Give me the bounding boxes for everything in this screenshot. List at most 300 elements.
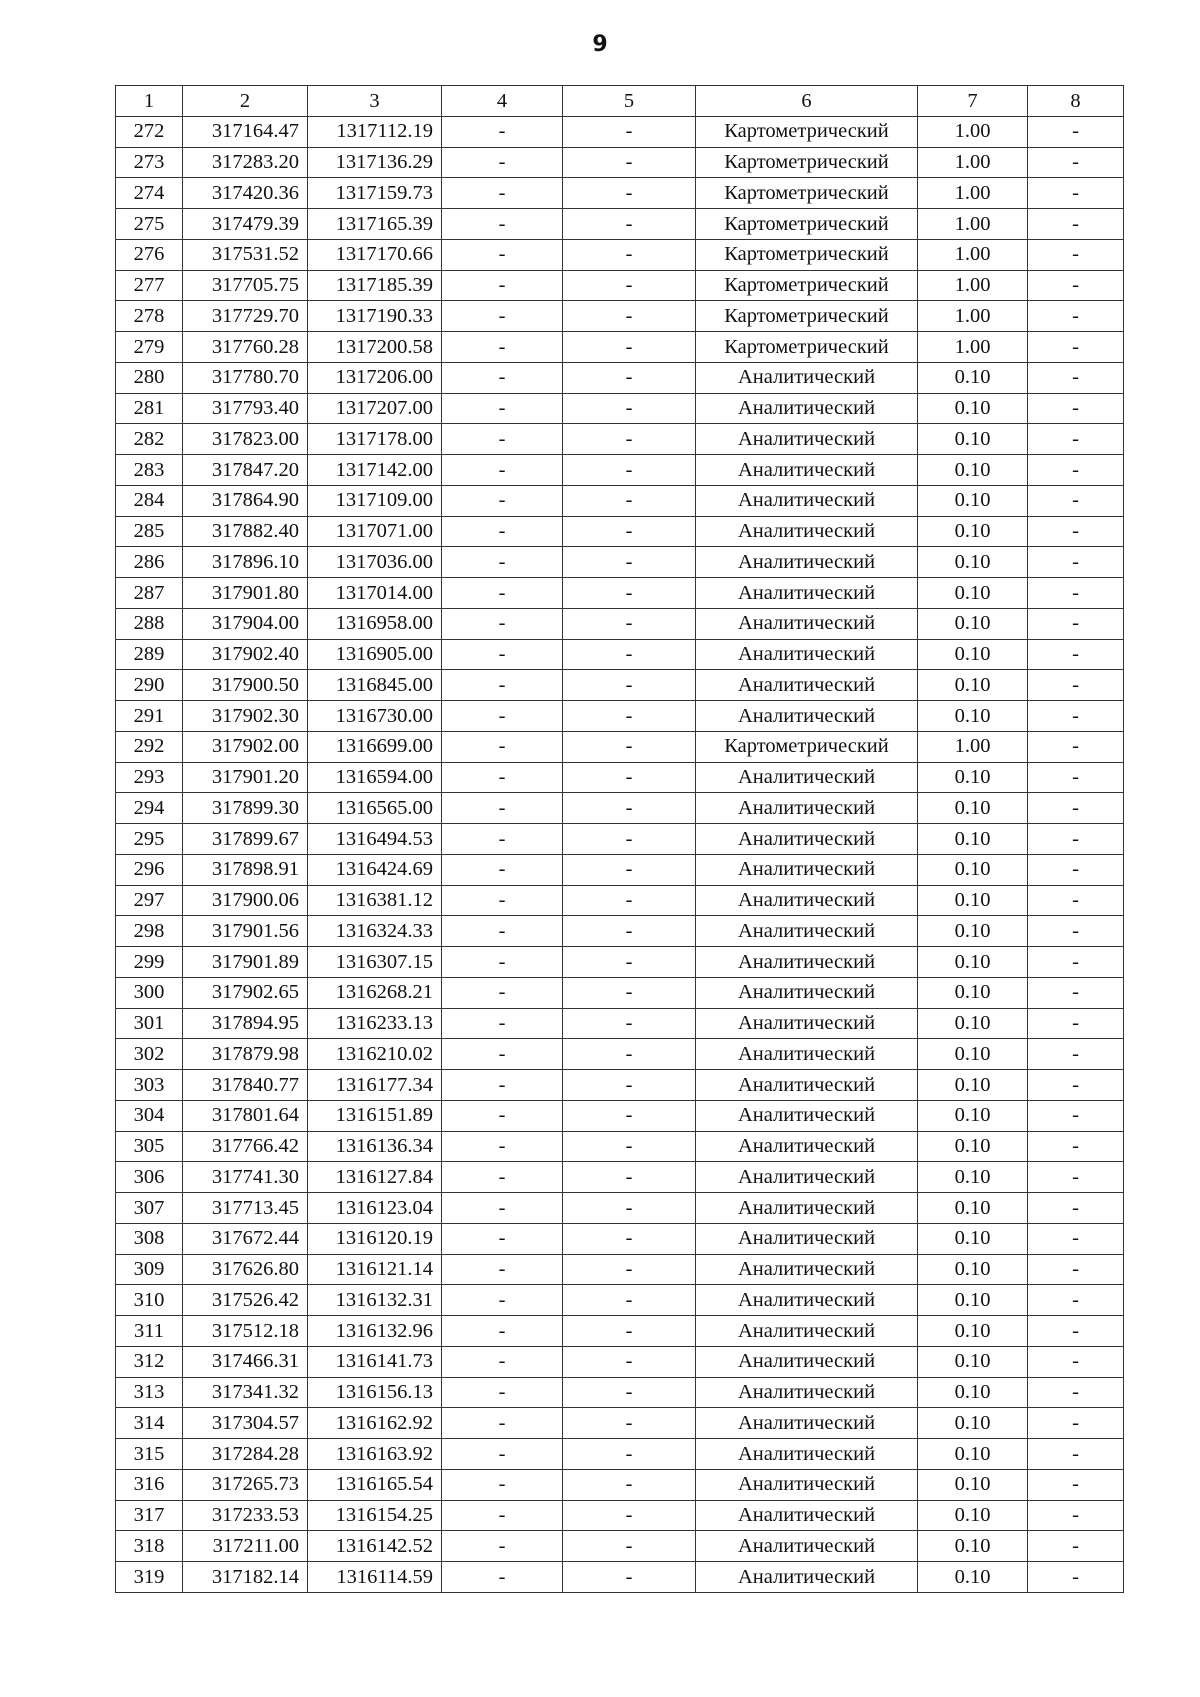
point-number-cell: 274 bbox=[116, 178, 183, 209]
col-5-cell: - bbox=[563, 1377, 696, 1408]
col-8-cell: - bbox=[1028, 1469, 1124, 1500]
col-4-cell: - bbox=[442, 1469, 563, 1500]
point-number-cell: 297 bbox=[116, 885, 183, 916]
point-number-cell: 299 bbox=[116, 947, 183, 978]
table-row bbox=[116, 455, 1124, 486]
col-8-cell: - bbox=[1028, 701, 1124, 732]
col-8-cell: - bbox=[1028, 1254, 1124, 1285]
method-cell: Аналитический bbox=[696, 1469, 918, 1500]
col-4-cell: - bbox=[442, 916, 563, 947]
method-cell: Аналитический bbox=[696, 824, 918, 855]
point-number-cell: 296 bbox=[116, 854, 183, 885]
x-coordinate-cell: 317899.67 bbox=[183, 824, 308, 855]
point-number-cell: 292 bbox=[116, 731, 183, 762]
y-coordinate-cell: 1316142.52 bbox=[308, 1531, 442, 1562]
table-body bbox=[116, 116, 1124, 1592]
x-coordinate-cell: 317531.52 bbox=[183, 239, 308, 270]
method-cell: Аналитический bbox=[696, 1531, 918, 1562]
col-8-cell: - bbox=[1028, 1439, 1124, 1470]
accuracy-cell: 0.10 bbox=[918, 578, 1028, 609]
accuracy-cell: 0.10 bbox=[918, 701, 1028, 732]
accuracy-cell: 1.00 bbox=[918, 270, 1028, 301]
method-cell: Аналитический bbox=[696, 1223, 918, 1254]
col-4-cell: - bbox=[442, 393, 563, 424]
table-row bbox=[116, 1039, 1124, 1070]
col-8-cell: - bbox=[1028, 239, 1124, 270]
x-coordinate-cell: 317899.30 bbox=[183, 793, 308, 824]
accuracy-cell: 0.10 bbox=[918, 547, 1028, 578]
table-row bbox=[116, 1500, 1124, 1531]
col-5-cell: - bbox=[563, 485, 696, 516]
point-number-cell: 276 bbox=[116, 239, 183, 270]
x-coordinate-cell: 317741.30 bbox=[183, 1162, 308, 1193]
method-cell: Аналитический bbox=[696, 455, 918, 486]
method-cell: Картометрический bbox=[696, 116, 918, 147]
col-4-cell: - bbox=[442, 332, 563, 363]
point-number-cell: 318 bbox=[116, 1531, 183, 1562]
col-4-cell: - bbox=[442, 485, 563, 516]
y-coordinate-cell: 1316132.31 bbox=[308, 1285, 442, 1316]
method-cell: Картометрический bbox=[696, 332, 918, 363]
col-5-cell: - bbox=[563, 1223, 696, 1254]
point-number-cell: 312 bbox=[116, 1346, 183, 1377]
col-4-cell: - bbox=[442, 731, 563, 762]
x-coordinate-cell: 317847.20 bbox=[183, 455, 308, 486]
method-cell: Аналитический bbox=[696, 670, 918, 701]
col-4-cell: - bbox=[442, 1408, 563, 1439]
point-number-cell: 313 bbox=[116, 1377, 183, 1408]
x-coordinate-cell: 317304.57 bbox=[183, 1408, 308, 1439]
y-coordinate-cell: 1316594.00 bbox=[308, 762, 442, 793]
table-row bbox=[116, 301, 1124, 332]
table-row bbox=[116, 824, 1124, 855]
method-cell: Аналитический bbox=[696, 1070, 918, 1101]
col-8-cell: - bbox=[1028, 639, 1124, 670]
header-col-3: 3 bbox=[308, 86, 442, 117]
col-5-cell: - bbox=[563, 1070, 696, 1101]
y-coordinate-cell: 1317200.58 bbox=[308, 332, 442, 363]
x-coordinate-cell: 317901.89 bbox=[183, 947, 308, 978]
col-5-cell: - bbox=[563, 824, 696, 855]
accuracy-cell: 0.10 bbox=[918, 1223, 1028, 1254]
col-4-cell: - bbox=[442, 1562, 563, 1593]
method-cell: Аналитический bbox=[696, 485, 918, 516]
col-5-cell: - bbox=[563, 116, 696, 147]
x-coordinate-cell: 317626.80 bbox=[183, 1254, 308, 1285]
table-row bbox=[116, 1469, 1124, 1500]
accuracy-cell: 0.10 bbox=[918, 1100, 1028, 1131]
x-coordinate-cell: 317902.30 bbox=[183, 701, 308, 732]
x-coordinate-cell: 317894.95 bbox=[183, 1008, 308, 1039]
table-header-row bbox=[116, 86, 1124, 117]
col-4-cell: - bbox=[442, 516, 563, 547]
col-8-cell: - bbox=[1028, 485, 1124, 516]
col-4-cell: - bbox=[442, 116, 563, 147]
x-coordinate-cell: 317823.00 bbox=[183, 424, 308, 455]
y-coordinate-cell: 1317109.00 bbox=[308, 485, 442, 516]
point-number-cell: 273 bbox=[116, 147, 183, 178]
accuracy-cell: 0.10 bbox=[918, 424, 1028, 455]
x-coordinate-cell: 317840.77 bbox=[183, 1070, 308, 1101]
col-8-cell: - bbox=[1028, 977, 1124, 1008]
col-8-cell: - bbox=[1028, 516, 1124, 547]
y-coordinate-cell: 1316123.04 bbox=[308, 1193, 442, 1224]
table-row bbox=[116, 670, 1124, 701]
method-cell: Аналитический bbox=[696, 854, 918, 885]
col-5-cell: - bbox=[563, 947, 696, 978]
point-number-cell: 284 bbox=[116, 485, 183, 516]
table-row bbox=[116, 1439, 1124, 1470]
col-4-cell: - bbox=[442, 1531, 563, 1562]
col-8-cell: - bbox=[1028, 332, 1124, 363]
accuracy-cell: 0.10 bbox=[918, 1500, 1028, 1531]
col-5-cell: - bbox=[563, 1531, 696, 1562]
method-cell: Аналитический bbox=[696, 947, 918, 978]
col-4-cell: - bbox=[442, 178, 563, 209]
table-row bbox=[116, 1562, 1124, 1593]
col-5-cell: - bbox=[563, 639, 696, 670]
col-5-cell: - bbox=[563, 1469, 696, 1500]
y-coordinate-cell: 1316494.53 bbox=[308, 824, 442, 855]
y-coordinate-cell: 1317206.00 bbox=[308, 362, 442, 393]
x-coordinate-cell: 317864.90 bbox=[183, 485, 308, 516]
col-4-cell: - bbox=[442, 608, 563, 639]
col-8-cell: - bbox=[1028, 793, 1124, 824]
y-coordinate-cell: 1316136.34 bbox=[308, 1131, 442, 1162]
col-4-cell: - bbox=[442, 301, 563, 332]
method-cell: Аналитический bbox=[696, 1346, 918, 1377]
y-coordinate-cell: 1317165.39 bbox=[308, 209, 442, 240]
col-8-cell: - bbox=[1028, 209, 1124, 240]
point-number-cell: 307 bbox=[116, 1193, 183, 1224]
accuracy-cell: 0.10 bbox=[918, 1039, 1028, 1070]
y-coordinate-cell: 1316699.00 bbox=[308, 731, 442, 762]
col-5-cell: - bbox=[563, 455, 696, 486]
method-cell: Аналитический bbox=[696, 516, 918, 547]
x-coordinate-cell: 317284.28 bbox=[183, 1439, 308, 1470]
method-cell: Аналитический bbox=[696, 1039, 918, 1070]
col-4-cell: - bbox=[442, 455, 563, 486]
col-4-cell: - bbox=[442, 1070, 563, 1101]
col-4-cell: - bbox=[442, 670, 563, 701]
col-5-cell: - bbox=[563, 1439, 696, 1470]
y-coordinate-cell: 1316268.21 bbox=[308, 977, 442, 1008]
table-row bbox=[116, 116, 1124, 147]
accuracy-cell: 1.00 bbox=[918, 147, 1028, 178]
col-5-cell: - bbox=[563, 854, 696, 885]
col-8-cell: - bbox=[1028, 578, 1124, 609]
method-cell: Картометрический bbox=[696, 731, 918, 762]
col-5-cell: - bbox=[563, 393, 696, 424]
y-coordinate-cell: 1317159.73 bbox=[308, 178, 442, 209]
point-number-cell: 300 bbox=[116, 977, 183, 1008]
x-coordinate-cell: 317705.75 bbox=[183, 270, 308, 301]
col-8-cell: - bbox=[1028, 1285, 1124, 1316]
col-8-cell: - bbox=[1028, 362, 1124, 393]
table-row bbox=[116, 762, 1124, 793]
col-4-cell: - bbox=[442, 885, 563, 916]
x-coordinate-cell: 317793.40 bbox=[183, 393, 308, 424]
table-row bbox=[116, 701, 1124, 732]
col-5-cell: - bbox=[563, 332, 696, 363]
x-coordinate-cell: 317766.42 bbox=[183, 1131, 308, 1162]
col-8-cell: - bbox=[1028, 1346, 1124, 1377]
x-coordinate-cell: 317283.20 bbox=[183, 147, 308, 178]
table-row bbox=[116, 516, 1124, 547]
x-coordinate-cell: 317898.91 bbox=[183, 854, 308, 885]
point-number-cell: 290 bbox=[116, 670, 183, 701]
col-4-cell: - bbox=[442, 1008, 563, 1039]
col-4-cell: - bbox=[442, 1285, 563, 1316]
col-5-cell: - bbox=[563, 270, 696, 301]
point-number-cell: 289 bbox=[116, 639, 183, 670]
accuracy-cell: 0.10 bbox=[918, 1254, 1028, 1285]
accuracy-cell: 1.00 bbox=[918, 209, 1028, 240]
point-number-cell: 317 bbox=[116, 1500, 183, 1531]
x-coordinate-cell: 317466.31 bbox=[183, 1346, 308, 1377]
col-8-cell: - bbox=[1028, 1162, 1124, 1193]
point-number-cell: 291 bbox=[116, 701, 183, 732]
point-number-cell: 272 bbox=[116, 116, 183, 147]
col-8-cell: - bbox=[1028, 824, 1124, 855]
x-coordinate-cell: 317901.20 bbox=[183, 762, 308, 793]
accuracy-cell: 0.10 bbox=[918, 639, 1028, 670]
method-cell: Картометрический bbox=[696, 178, 918, 209]
table-row bbox=[116, 1377, 1124, 1408]
accuracy-cell: 0.10 bbox=[918, 1562, 1028, 1593]
y-coordinate-cell: 1317207.00 bbox=[308, 393, 442, 424]
y-coordinate-cell: 1317185.39 bbox=[308, 270, 442, 301]
accuracy-cell: 0.10 bbox=[918, 1469, 1028, 1500]
col-4-cell: - bbox=[442, 362, 563, 393]
col-8-cell: - bbox=[1028, 1531, 1124, 1562]
accuracy-cell: 1.00 bbox=[918, 178, 1028, 209]
method-cell: Аналитический bbox=[696, 1439, 918, 1470]
x-coordinate-cell: 317164.47 bbox=[183, 116, 308, 147]
y-coordinate-cell: 1316114.59 bbox=[308, 1562, 442, 1593]
y-coordinate-cell: 1316324.33 bbox=[308, 916, 442, 947]
x-coordinate-cell: 317182.14 bbox=[183, 1562, 308, 1593]
point-number-cell: 311 bbox=[116, 1316, 183, 1347]
accuracy-cell: 0.10 bbox=[918, 670, 1028, 701]
col-8-cell: - bbox=[1028, 116, 1124, 147]
y-coordinate-cell: 1316120.19 bbox=[308, 1223, 442, 1254]
col-5-cell: - bbox=[563, 1131, 696, 1162]
accuracy-cell: 1.00 bbox=[918, 731, 1028, 762]
y-coordinate-cell: 1316730.00 bbox=[308, 701, 442, 732]
accuracy-cell: 0.10 bbox=[918, 362, 1028, 393]
col-4-cell: - bbox=[442, 1131, 563, 1162]
point-number-cell: 288 bbox=[116, 608, 183, 639]
col-8-cell: - bbox=[1028, 1377, 1124, 1408]
col-8-cell: - bbox=[1028, 1223, 1124, 1254]
col-4-cell: - bbox=[442, 209, 563, 240]
y-coordinate-cell: 1316163.92 bbox=[308, 1439, 442, 1470]
table-row bbox=[116, 270, 1124, 301]
col-8-cell: - bbox=[1028, 455, 1124, 486]
accuracy-cell: 1.00 bbox=[918, 239, 1028, 270]
col-5-cell: - bbox=[563, 239, 696, 270]
table-row bbox=[116, 639, 1124, 670]
col-4-cell: - bbox=[442, 854, 563, 885]
point-number-cell: 308 bbox=[116, 1223, 183, 1254]
y-coordinate-cell: 1316162.92 bbox=[308, 1408, 442, 1439]
col-4-cell: - bbox=[442, 947, 563, 978]
x-coordinate-cell: 317901.80 bbox=[183, 578, 308, 609]
point-number-cell: 309 bbox=[116, 1254, 183, 1285]
table-row bbox=[116, 1008, 1124, 1039]
col-5-cell: - bbox=[563, 301, 696, 332]
col-5-cell: - bbox=[563, 608, 696, 639]
col-5-cell: - bbox=[563, 1193, 696, 1224]
col-4-cell: - bbox=[442, 424, 563, 455]
accuracy-cell: 1.00 bbox=[918, 332, 1028, 363]
table-row bbox=[116, 1254, 1124, 1285]
y-coordinate-cell: 1316151.89 bbox=[308, 1100, 442, 1131]
accuracy-cell: 0.10 bbox=[918, 1285, 1028, 1316]
accuracy-cell: 0.10 bbox=[918, 1439, 1028, 1470]
accuracy-cell: 0.10 bbox=[918, 916, 1028, 947]
table-row bbox=[116, 1100, 1124, 1131]
point-number-cell: 280 bbox=[116, 362, 183, 393]
y-coordinate-cell: 1317136.29 bbox=[308, 147, 442, 178]
col-8-cell: - bbox=[1028, 731, 1124, 762]
table-row bbox=[116, 1408, 1124, 1439]
col-8-cell: - bbox=[1028, 1193, 1124, 1224]
table-row bbox=[116, 1285, 1124, 1316]
table-row bbox=[116, 209, 1124, 240]
col-5-cell: - bbox=[563, 701, 696, 732]
method-cell: Аналитический bbox=[696, 362, 918, 393]
col-8-cell: - bbox=[1028, 854, 1124, 885]
col-5-cell: - bbox=[563, 1100, 696, 1131]
y-coordinate-cell: 1316132.96 bbox=[308, 1316, 442, 1347]
col-8-cell: - bbox=[1028, 547, 1124, 578]
col-4-cell: - bbox=[442, 547, 563, 578]
point-number-cell: 319 bbox=[116, 1562, 183, 1593]
col-8-cell: - bbox=[1028, 1408, 1124, 1439]
y-coordinate-cell: 1316165.54 bbox=[308, 1469, 442, 1500]
col-5-cell: - bbox=[563, 762, 696, 793]
col-5-cell: - bbox=[563, 1254, 696, 1285]
header-col-2: 2 bbox=[183, 86, 308, 117]
point-number-cell: 281 bbox=[116, 393, 183, 424]
col-8-cell: - bbox=[1028, 608, 1124, 639]
table-row bbox=[116, 731, 1124, 762]
y-coordinate-cell: 1317170.66 bbox=[308, 239, 442, 270]
point-number-cell: 315 bbox=[116, 1439, 183, 1470]
point-number-cell: 302 bbox=[116, 1039, 183, 1070]
header-col-8: 8 bbox=[1028, 86, 1124, 117]
method-cell: Картометрический bbox=[696, 239, 918, 270]
col-4-cell: - bbox=[442, 1039, 563, 1070]
col-5-cell: - bbox=[563, 178, 696, 209]
col-5-cell: - bbox=[563, 1408, 696, 1439]
accuracy-cell: 0.10 bbox=[918, 1193, 1028, 1224]
table-row bbox=[116, 1070, 1124, 1101]
x-coordinate-cell: 317233.53 bbox=[183, 1500, 308, 1531]
point-number-cell: 294 bbox=[116, 793, 183, 824]
point-number-cell: 293 bbox=[116, 762, 183, 793]
col-4-cell: - bbox=[442, 1100, 563, 1131]
x-coordinate-cell: 317420.36 bbox=[183, 178, 308, 209]
table-row bbox=[116, 547, 1124, 578]
col-4-cell: - bbox=[442, 239, 563, 270]
x-coordinate-cell: 317902.00 bbox=[183, 731, 308, 762]
accuracy-cell: 0.10 bbox=[918, 1162, 1028, 1193]
point-number-cell: 301 bbox=[116, 1008, 183, 1039]
method-cell: Аналитический bbox=[696, 1562, 918, 1593]
method-cell: Аналитический bbox=[696, 1500, 918, 1531]
accuracy-cell: 0.10 bbox=[918, 1131, 1028, 1162]
accuracy-cell: 0.10 bbox=[918, 455, 1028, 486]
x-coordinate-cell: 317341.32 bbox=[183, 1377, 308, 1408]
x-coordinate-cell: 317900.50 bbox=[183, 670, 308, 701]
accuracy-cell: 0.10 bbox=[918, 1377, 1028, 1408]
method-cell: Картометрический bbox=[696, 147, 918, 178]
col-8-cell: - bbox=[1028, 1562, 1124, 1593]
y-coordinate-cell: 1317178.00 bbox=[308, 424, 442, 455]
accuracy-cell: 1.00 bbox=[918, 116, 1028, 147]
method-cell: Аналитический bbox=[696, 1162, 918, 1193]
x-coordinate-cell: 317760.28 bbox=[183, 332, 308, 363]
col-4-cell: - bbox=[442, 762, 563, 793]
point-number-cell: 277 bbox=[116, 270, 183, 301]
method-cell: Аналитический bbox=[696, 1131, 918, 1162]
col-4-cell: - bbox=[442, 1500, 563, 1531]
col-4-cell: - bbox=[442, 1162, 563, 1193]
col-8-cell: - bbox=[1028, 270, 1124, 301]
y-coordinate-cell: 1317014.00 bbox=[308, 578, 442, 609]
col-4-cell: - bbox=[442, 1193, 563, 1224]
y-coordinate-cell: 1316154.25 bbox=[308, 1500, 442, 1531]
x-coordinate-cell: 317902.65 bbox=[183, 977, 308, 1008]
col-4-cell: - bbox=[442, 1254, 563, 1285]
y-coordinate-cell: 1317071.00 bbox=[308, 516, 442, 547]
accuracy-cell: 0.10 bbox=[918, 1070, 1028, 1101]
method-cell: Аналитический bbox=[696, 1254, 918, 1285]
col-8-cell: - bbox=[1028, 147, 1124, 178]
method-cell: Аналитический bbox=[696, 1377, 918, 1408]
point-number-cell: 310 bbox=[116, 1285, 183, 1316]
col-4-cell: - bbox=[442, 793, 563, 824]
y-coordinate-cell: 1317190.33 bbox=[308, 301, 442, 332]
accuracy-cell: 0.10 bbox=[918, 516, 1028, 547]
method-cell: Аналитический bbox=[696, 885, 918, 916]
col-4-cell: - bbox=[442, 824, 563, 855]
x-coordinate-cell: 317526.42 bbox=[183, 1285, 308, 1316]
method-cell: Аналитический bbox=[696, 916, 918, 947]
point-number-cell: 295 bbox=[116, 824, 183, 855]
col-5-cell: - bbox=[563, 147, 696, 178]
col-4-cell: - bbox=[442, 977, 563, 1008]
x-coordinate-cell: 317904.00 bbox=[183, 608, 308, 639]
x-coordinate-cell: 317801.64 bbox=[183, 1100, 308, 1131]
header-col-1: 1 bbox=[116, 86, 183, 117]
col-5-cell: - bbox=[563, 1316, 696, 1347]
col-5-cell: - bbox=[563, 793, 696, 824]
method-cell: Аналитический bbox=[696, 1193, 918, 1224]
col-4-cell: - bbox=[442, 1377, 563, 1408]
table-row bbox=[116, 578, 1124, 609]
col-5-cell: - bbox=[563, 424, 696, 455]
method-cell: Аналитический bbox=[696, 1008, 918, 1039]
col-4-cell: - bbox=[442, 270, 563, 301]
y-coordinate-cell: 1316141.73 bbox=[308, 1346, 442, 1377]
col-8-cell: - bbox=[1028, 670, 1124, 701]
x-coordinate-cell: 317879.98 bbox=[183, 1039, 308, 1070]
accuracy-cell: 0.10 bbox=[918, 1316, 1028, 1347]
